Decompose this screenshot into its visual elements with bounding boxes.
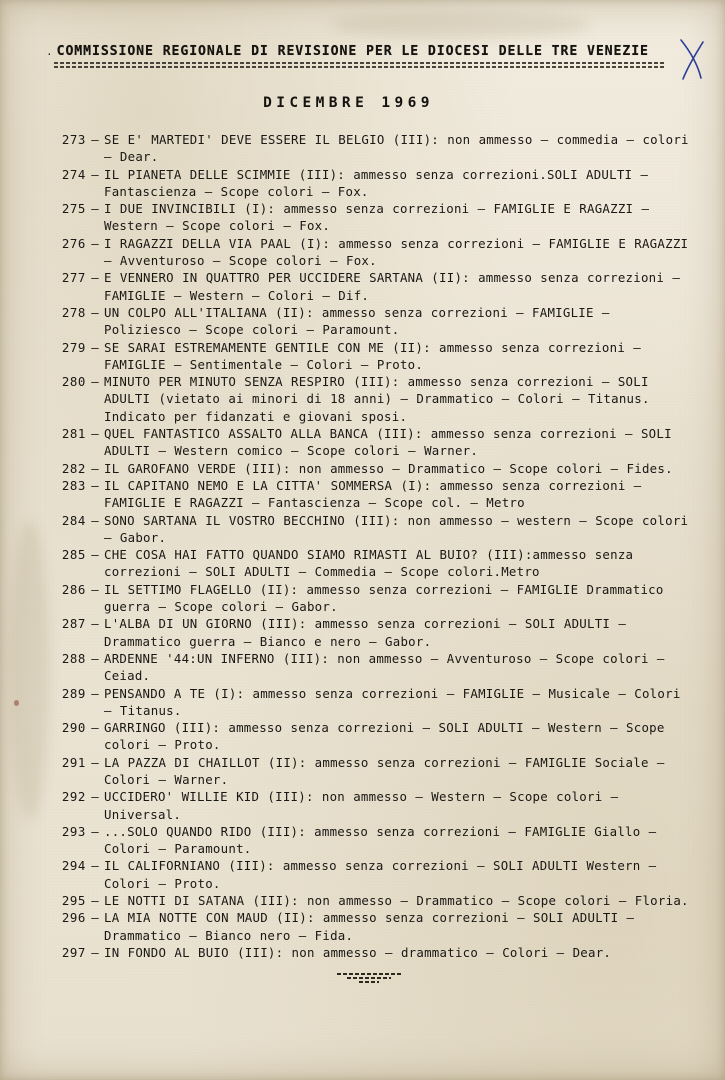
entry-number: 280 (61, 374, 86, 390)
list-item (46, 857, 691, 892)
entry-number: 291 (61, 754, 86, 770)
entry-text: MINUTO PER MINUTO SENZA RESPIRO (III): ammesso senza correzioni – SOLI ADULTI (vietato ai minori di 18 anni) – Drammatico – Colori – Titanus. Indicato per fidanzati e giovani sposi. (104, 374, 658, 424)
entry-text: SE E' MARTEDI' DEVE ESSERE IL BELGIO (III): non ammesso – commedia – colori – Dear. (104, 132, 697, 165)
entry-text: I DUE INVINCIBILI (I): ammesso senza correzioni – FAMIGLIE E RAGAZZI – Western – Scope colori – Fox. (104, 201, 658, 234)
entry-dash: – (91, 201, 99, 217)
list-item (46, 909, 691, 944)
film-entry-list (46, 131, 697, 961)
entry-text: IL CAPITANO NEMO E LA CITTA' SOMMERSA (I): ammesso senza correzioni – FAMIGLIE E RAGAZZI – Fantascienza – Scope col. – Metro (104, 477, 650, 511)
entry-text: IL PIANETA DELLE SCIMMIE (III): ammesso senza correzioni.SOLI ADULTI – Fantascienza – Scope colori – Fox. (104, 166, 657, 199)
entry-dash: – (91, 132, 99, 147)
entry-number: 286 (61, 581, 86, 597)
document-header (46, 44, 691, 59)
entry-number: 289 (61, 685, 86, 701)
entry-text: E VENNERO IN QUATTRO PER UCCIDERE SARTANA (II): ammesso senza correzioni – FAMIGLIE – Western – Colori – Dif. (104, 270, 689, 303)
entry-dash: – (91, 944, 99, 960)
entry-dash: – (91, 789, 99, 805)
header-bullet: . (46, 45, 53, 58)
entry-text: LA MIA NOTTE CON MAUD (II): ammesso senza correzioni – SOLI ADULTI – Drammatico – Bianco nero – Fida. (104, 910, 643, 943)
list-item (46, 200, 691, 235)
entry-dash: – (91, 166, 99, 182)
list-item (46, 546, 691, 581)
header-divider (54, 62, 664, 69)
list-item (46, 581, 691, 616)
entry-dash: – (91, 235, 99, 251)
entry-number: 293 (61, 823, 86, 839)
list-item (46, 235, 697, 270)
list-item (46, 460, 691, 477)
list-item (46, 304, 691, 339)
entry-dash: – (91, 581, 99, 597)
entry-dash: – (91, 720, 99, 736)
entry-dash: – (91, 374, 99, 390)
entry-number: 278 (61, 304, 86, 320)
entry-dash: – (91, 512, 99, 528)
entry-text: ...SOLO QUANDO RIDO (III): ammesso senza correzioni – FAMIGLIE Giallo – Colori – Paramount. (104, 823, 665, 857)
list-item (46, 788, 691, 823)
entry-text: SONO SARTANA IL VOSTRO BECCHINO (III): non ammesso – western – Scope colori – Gabor. (104, 512, 697, 545)
entry-number: 297 (61, 944, 86, 960)
document-content (46, 44, 697, 982)
list-item (46, 425, 691, 460)
header-title: COMMISSIONE REGIONALE DI REVISIONE PER LE DIOCESI DELLE TRE VENEZIE (56, 44, 649, 59)
entry-number: 287 (61, 616, 86, 632)
entry-dash: – (91, 650, 99, 666)
entry-dash: – (91, 685, 99, 701)
entry-number: 282 (61, 460, 86, 476)
list-item (46, 823, 691, 858)
entry-number: 274 (61, 166, 86, 182)
entry-dash: – (91, 304, 99, 320)
list-item (46, 339, 691, 374)
list-item (46, 615, 691, 650)
entry-number: 288 (61, 650, 86, 666)
entry-number: 290 (61, 720, 86, 736)
entry-dash: – (91, 339, 99, 355)
entry-number: 283 (61, 477, 86, 493)
entry-number: 277 (61, 270, 86, 286)
entry-number: 285 (61, 547, 86, 563)
list-item (46, 512, 697, 547)
entry-text: CHE COSA HAI FATTO QUANDO SIAMO RIMASTI AL BUIO? (III):ammesso senza correzioni – SOLI ADULTI – Commedia – Scope colori.Metro (104, 547, 642, 580)
entry-dash: – (91, 910, 99, 926)
list-item (46, 373, 691, 425)
entry-dash: – (91, 823, 99, 839)
entry-text: L'ALBA DI UN GIORNO (III): ammesso senza correzioni – SOLI ADULTI – Drammatico guerra – Bianco e nero – Gabor. (104, 616, 635, 649)
footer-divider (337, 973, 401, 982)
entry-text: IN FONDO AL BUIO (III): non ammesso – drammatico – Colori – Dear. (104, 944, 612, 960)
entry-text: I RAGAZZI DELLA VIA PAAL (I): ammesso senza correzioni – FAMIGLIE E RAGAZZI – Avventuroso – Scope colori – Fox. (104, 235, 697, 269)
entry-text: ARDENNE '44:UN INFERNO (III): non ammesso – Avventuroso – Scope colori – Ceiad. (104, 650, 673, 684)
entry-number: 284 (61, 512, 86, 528)
entry-number: 273 (61, 132, 86, 147)
list-item (46, 269, 691, 304)
entry-dash: – (91, 858, 99, 874)
entry-text: LE NOTTI DI SATANA (III): non ammesso – Drammatico – Scope colori – Floria. (104, 893, 689, 909)
entry-text: PENSANDO A TE (I): ammesso senza correzioni – FAMIGLIE – Musicale – Colori – Titanus. (104, 685, 689, 718)
list-item (46, 719, 691, 754)
entry-number: 294 (61, 858, 86, 874)
entry-dash: – (91, 460, 99, 476)
list-item (46, 650, 691, 685)
entry-text: UN COLPO ALL'ITALIANA (II): ammesso senza correzioni – FAMIGLIE – Poliziesco – Scope colori – Paramount. (104, 304, 618, 338)
entry-number: 279 (61, 339, 86, 355)
month-heading: DICEMBRE 1969 (263, 95, 434, 111)
entry-number: 276 (61, 235, 86, 251)
entry-dash: – (91, 754, 99, 770)
list-item (46, 754, 691, 789)
entry-text: GARRINGO (III): ammesso senza correzioni – SOLI ADULTI – Western – Scope colori – Proto. (104, 720, 673, 753)
entry-text: IL CALIFORNIANO (III): ammesso senza correzioni – SOLI ADULTI Western – Colori – Proto. (104, 858, 665, 891)
list-item (46, 477, 691, 512)
entry-text: IL SETTIMO FLAGELLO (II): ammesso senza correzioni – FAMIGLIE Drammatico guerra – Scope colori – Gabor. (104, 581, 672, 615)
list-item (46, 131, 697, 166)
entry-dash: – (91, 547, 99, 563)
list-item (46, 892, 691, 909)
entry-dash: – (91, 893, 99, 909)
paper-smudge (330, 12, 590, 38)
entry-number: 296 (61, 910, 86, 926)
list-item (46, 166, 691, 201)
list-item (46, 944, 691, 961)
entry-text: UCCIDERO' WILLIE KID (III): non ammesso – Western – Scope colori – Universal. (104, 789, 627, 822)
entry-number: 295 (61, 893, 86, 909)
entry-number: 281 (61, 426, 86, 442)
entry-number: 292 (61, 789, 86, 805)
entry-dash: – (91, 270, 99, 286)
entry-text: IL GAROFANO VERDE (III): non ammesso – Drammatico – Scope colori – Fides. (104, 460, 673, 476)
entry-text: SE SARAI ESTREMAMENTE GENTILE CON ME (II): ammesso senza correzioni – FAMIGLIE – Sentimentale – Colori – Proto. (104, 339, 650, 372)
paper-smudge (10, 520, 50, 820)
entry-number: 275 (61, 201, 86, 217)
list-item (46, 685, 691, 720)
ink-spot (14, 700, 19, 706)
entry-dash: – (91, 477, 99, 493)
entry-text: QUEL FANTASTICO ASSALTO ALLA BANCA (III): ammesso senza correzioni – SOLI ADULTI – Western comico – Scope colori – Warner. (104, 426, 681, 459)
entry-dash: – (91, 426, 99, 442)
entry-dash: – (91, 616, 99, 632)
entry-text: LA PAZZA DI CHAILLOT (II): ammesso senza correzioni – FAMIGLIE Sociale – Colori – Warner. (104, 754, 673, 787)
